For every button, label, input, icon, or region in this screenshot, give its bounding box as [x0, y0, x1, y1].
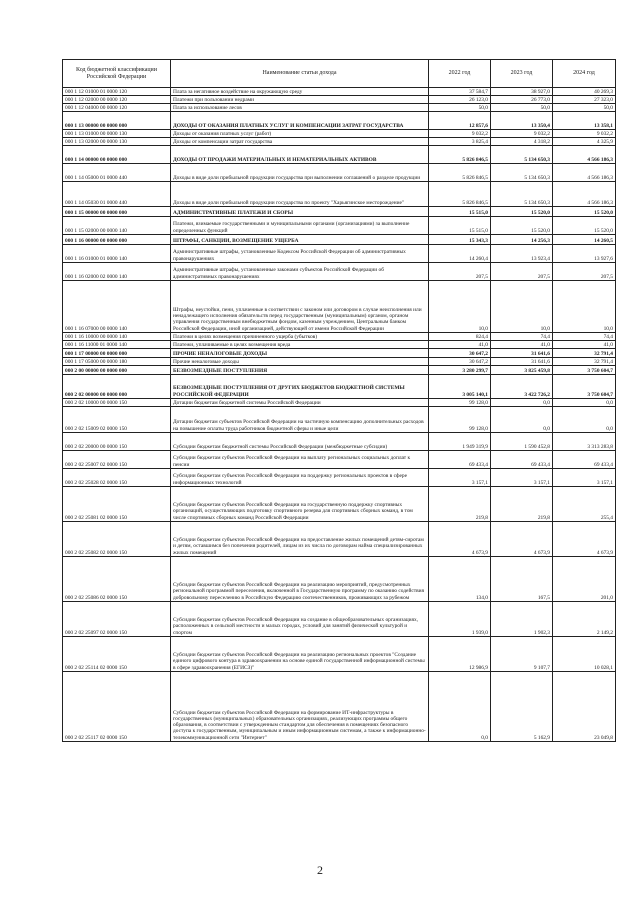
table-row — [63, 637, 616, 672]
name-cell: ПРОЧИЕ НЕНАЛОГОВЫЕ ДОХОДЫ — [171, 349, 429, 358]
table-row — [63, 341, 616, 349]
value-2024-cell: 15 520,0 — [553, 217, 616, 235]
value-2023-cell: 5 134 650,3 — [491, 146, 553, 164]
code-cell: 000 1 13 02000 00 0000 130 — [63, 138, 171, 146]
value-2023-cell: 31 641,6 — [491, 349, 553, 358]
table-row — [63, 333, 616, 341]
name-cell: ДОХОДЫ ОТ ОКАЗАНИЯ ПЛАТНЫХ УСЛУГ И КОМПЕНСАЦИИ ЗАТРАТ ГОСУДАРСТВА — [171, 112, 429, 130]
header-2023: 2023 год — [491, 60, 553, 88]
value-2024-cell: 69 433,4 — [553, 451, 616, 469]
code-cell: 000 1 12 04000 00 0000 120 — [63, 104, 171, 112]
value-2022-cell: 99 128,0 — [429, 399, 491, 407]
value-2024-cell: 10,0 — [553, 281, 616, 333]
table-row — [63, 358, 616, 366]
value-2024-cell: 13 927,6 — [553, 245, 616, 263]
table-row — [63, 407, 616, 433]
value-2024-cell: 3 157,1 — [553, 469, 616, 487]
value-2024-cell: 9 032,2 — [553, 130, 616, 138]
code-cell: 000 1 17 00000 00 0000 000 — [63, 349, 171, 358]
value-2022-cell: 3 005 140,1 — [429, 375, 491, 399]
name-cell: Субсидии бюджетам субъектов Российской Федерации на поддержку региональных проектов в сфере информационных технологий — [171, 469, 429, 487]
value-2022-cell: 0,0 — [429, 672, 491, 742]
code-cell: 000 1 12 02000 00 0000 120 — [63, 96, 171, 104]
table-row — [63, 399, 616, 407]
table-row — [63, 281, 616, 333]
table-row — [63, 375, 616, 399]
value-2024-cell: 2 149,2 — [553, 602, 616, 637]
name-cell: Дотации бюджетам бюджетной системы Российской Федерации — [171, 399, 429, 407]
value-2024-cell: 27 323,0 — [553, 96, 616, 104]
value-2024-cell: 50,0 — [553, 104, 616, 112]
table-row — [63, 217, 616, 235]
value-2022-cell: 26 123,0 — [429, 96, 491, 104]
table-row — [63, 207, 616, 217]
value-2023-cell: 50,0 — [491, 104, 553, 112]
name-cell: Административные штрафы, установленные законами субъектов Российской Федерации об административных правонарушениях — [171, 263, 429, 281]
value-2024-cell: 74,4 — [553, 333, 616, 341]
value-2023-cell: 15 520,0 — [491, 217, 553, 235]
code-cell: 000 2 02 10000 00 0000 150 — [63, 399, 171, 407]
value-2022-cell: 207,5 — [429, 263, 491, 281]
value-2023-cell: 5 162,9 — [491, 672, 553, 742]
table-header-row — [63, 60, 616, 88]
table-row — [63, 146, 616, 164]
value-2022-cell: 1 939,0 — [429, 602, 491, 637]
table-row — [63, 672, 616, 742]
value-2024-cell: 32 791,4 — [553, 349, 616, 358]
code-cell: 000 1 16 07000 00 0000 140 — [63, 281, 171, 333]
value-2022-cell: 4 673,9 — [429, 522, 491, 557]
value-2024-cell: 3 750 604,7 — [553, 375, 616, 399]
revenue-table — [62, 59, 616, 742]
value-2023-cell: 3 825 459,8 — [491, 366, 553, 375]
table-row — [63, 349, 616, 358]
table-row — [63, 245, 616, 263]
code-cell: 000 2 02 15009 02 0000 150 — [63, 407, 171, 433]
code-cell: 000 1 15 00000 00 0000 000 — [63, 207, 171, 217]
value-2022-cell: 14 260,4 — [429, 245, 491, 263]
code-cell: 000 2 02 25097 02 0000 150 — [63, 602, 171, 637]
code-cell: 000 2 02 25081 02 0000 150 — [63, 487, 171, 522]
code-cell: 000 2 02 00000 00 0000 000 — [63, 375, 171, 399]
value-2022-cell: 37 584,7 — [429, 88, 491, 96]
name-cell: Прочие неналоговые доходы — [171, 358, 429, 366]
value-2023-cell: 3 157,1 — [491, 469, 553, 487]
code-cell: 000 2 00 00000 00 0000 000 — [63, 366, 171, 375]
table-row — [63, 469, 616, 487]
value-2024-cell: 10 028,1 — [553, 637, 616, 672]
value-2022-cell: 12 986,9 — [429, 637, 491, 672]
table-row — [63, 263, 616, 281]
value-2023-cell: 10,0 — [491, 281, 553, 333]
code-cell: 000 1 13 00000 00 0000 000 — [63, 112, 171, 130]
name-cell: ШТРАФЫ, САНКЦИИ, ВОЗМЕЩЕНИЕ УЩЕРБА — [171, 235, 429, 245]
header-code: Код бюджетной классификации Российской Федерации — [63, 60, 171, 88]
code-cell: 000 1 15 02000 00 0000 140 — [63, 217, 171, 235]
value-2024-cell: 14 260,5 — [553, 235, 616, 245]
value-2022-cell: 50,0 — [429, 104, 491, 112]
value-2024-cell: 255,4 — [553, 487, 616, 522]
value-2024-cell: 4 673,9 — [553, 522, 616, 557]
value-2022-cell: 824,4 — [429, 333, 491, 341]
name-cell: Субсидии бюджетам субъектов Российской Федерации на формирование ИТ-инфраструктуры в государственных (муниципальных) образовательных организациях, реализующих программы общего образования, в соответствии с утвержденным стандартом для обеспечения в помещениях безопасного доступа к государственным, муниципальным и иным информационным системам, а также к информационно-телекоммуникационной сети "Интернет" — [171, 672, 429, 742]
table-row — [63, 602, 616, 637]
code-cell: 000 2 02 20000 00 0000 150 — [63, 433, 171, 451]
name-cell: ДОХОДЫ ОТ ПРОДАЖИ МАТЕРИАЛЬНЫХ И НЕМАТЕРИАЛЬНЫХ АКТИВОВ — [171, 146, 429, 164]
name-cell: Платежи, взимаемые государственными и муниципальными органами (организациями) за выполнение определенных функций — [171, 217, 429, 235]
value-2023-cell: 31 641,6 — [491, 358, 553, 366]
value-2022-cell: 12 857,6 — [429, 112, 491, 130]
name-cell: Административные штрафы, установленные Кодексом Российской Федерации об административных правонарушениях — [171, 245, 429, 263]
table-row — [63, 522, 616, 557]
table-row — [63, 130, 616, 138]
code-cell: 000 2 02 25086 02 0000 150 — [63, 557, 171, 602]
name-cell: Доходы в виде доли прибыльной продукции государства при выполнении соглашений о разделе продукции — [171, 164, 429, 182]
value-2024-cell: 3 750 604,7 — [553, 366, 616, 375]
value-2023-cell: 1 590 452,8 — [491, 433, 553, 451]
value-2023-cell: 4 673,9 — [491, 522, 553, 557]
value-2023-cell: 26 773,0 — [491, 96, 553, 104]
value-2024-cell: 4 566 186,3 — [553, 182, 616, 207]
value-2024-cell: 15 520,0 — [553, 207, 616, 217]
name-cell: Штрафы, неустойки, пени, уплаченные в соответствии с законом или договором в случае неисполнения или ненадлежащего исполнения обязательств перед государственным (муниципальным) органом, органом управления государственным внебюджетным фондом, казенным учреждением, Центральным банком Российской Федерации, иной организацией, действующей от имени Российской Федерации — [171, 281, 429, 333]
table-row — [63, 112, 616, 130]
name-cell: БЕЗВОЗМЕЗДНЫЕ ПОСТУПЛЕНИЯ ОТ ДРУГИХ БЮДЖЕТОВ БЮДЖЕТНОЙ СИСТЕМЫ РОССИЙСКОЙ ФЕДЕРАЦИИ — [171, 375, 429, 399]
code-cell: 000 1 16 02000 02 0000 140 — [63, 263, 171, 281]
name-cell: Субсидии бюджетам субъектов Российской Федерации на предоставление жилых помещений детям-сиротам и детям, оставшимся без попечения родителей, лицам из их числа по договорам найма специализированных жилых помещений — [171, 522, 429, 557]
value-2023-cell: 4 318,2 — [491, 138, 553, 146]
value-2024-cell: 0,0 — [553, 407, 616, 433]
value-2023-cell: 38 927,0 — [491, 88, 553, 96]
code-cell: 000 1 16 10000 00 0000 140 — [63, 333, 171, 341]
header-2022: 2022 год — [429, 60, 491, 88]
table-row — [63, 557, 616, 602]
table-body — [63, 88, 616, 742]
value-2024-cell: 3 313 283,8 — [553, 433, 616, 451]
name-cell: Платежи при пользовании недрами — [171, 96, 429, 104]
header-2024: 2024 год — [553, 60, 616, 88]
header-name: Наименование статьи дохода — [171, 60, 429, 88]
code-cell: 000 2 02 25117 02 0000 150 — [63, 672, 171, 742]
name-cell: Субсидии бюджетам субъектов Российской Федерации на создание в общеобразовательных организациях, расположенных в сельской местности и малых городах, условий для занятий физической культурой и спортом — [171, 602, 429, 637]
name-cell: Платежи в целях возмещения причиненного ущерба (убытков) — [171, 333, 429, 341]
value-2022-cell: 5 826 846,5 — [429, 164, 491, 182]
value-2022-cell: 15 515,0 — [429, 207, 491, 217]
name-cell: Плата за негативное воздействие на окружающую среду — [171, 88, 429, 96]
code-cell: 000 1 14 00000 00 0000 000 — [63, 146, 171, 164]
code-cell: 000 1 17 05000 00 0000 180 — [63, 358, 171, 366]
value-2023-cell: 13 350,4 — [491, 112, 553, 130]
value-2022-cell: 3 280 299,7 — [429, 366, 491, 375]
name-cell: Субсидии бюджетам субъектов Российской Федерации на реализацию региональных проектов "Создание единого цифрового контура в здравоохранении на основе единой государственной информационной системы в сфере здравоохранения (ЕГИСЗ)" — [171, 637, 429, 672]
code-cell: 000 2 02 25082 02 0000 150 — [63, 522, 171, 557]
name-cell: АДМИНИСТРАТИВНЫЕ ПЛАТЕЖИ И СБОРЫ — [171, 207, 429, 217]
value-2023-cell: 3 422 726,2 — [491, 375, 553, 399]
table-row — [63, 366, 616, 375]
value-2022-cell: 30 647,2 — [429, 349, 491, 358]
value-2022-cell: 10,0 — [429, 281, 491, 333]
table-row — [63, 96, 616, 104]
value-2023-cell: 5 134 650,3 — [491, 164, 553, 182]
value-2022-cell: 15 515,0 — [429, 217, 491, 235]
value-2024-cell: 40 269,3 — [553, 88, 616, 96]
name-cell: Дотации бюджетам субъектов Российской Федерации на частичную компенсацию дополнительных расходов на повышение оплаты труда работников бюджетной сферы и иные цели — [171, 407, 429, 433]
code-cell: 000 2 02 25114 02 0000 150 — [63, 637, 171, 672]
table-row — [63, 451, 616, 469]
name-cell: Доходы в виде доли прибыльной продукции государства по проекту "Харьягинское месторождение" — [171, 182, 429, 207]
value-2023-cell: 1 902,3 — [491, 602, 553, 637]
table-row — [63, 104, 616, 112]
code-cell: 000 1 14 05000 01 0000 440 — [63, 164, 171, 182]
table-row — [63, 433, 616, 451]
value-2024-cell: 0,0 — [553, 399, 616, 407]
value-2022-cell: 134,0 — [429, 557, 491, 602]
table-row — [63, 138, 616, 146]
name-cell: Субсидии бюджетам субъектов Российской Федерации на государственную поддержку спортивных организаций, осуществляющих подготовку спортивного резерва для спортивных сборных команд, в том числе спортивных сборных команд Российской Федерации — [171, 487, 429, 522]
value-2023-cell: 41,0 — [491, 341, 553, 349]
table-row — [63, 88, 616, 96]
name-cell: Платежи, уплачиваемые в целях возмещения вреда — [171, 341, 429, 349]
value-2022-cell: 1 949 319,9 — [429, 433, 491, 451]
value-2024-cell: 201,0 — [553, 557, 616, 602]
code-cell: 000 1 16 01000 01 0000 140 — [63, 245, 171, 263]
value-2022-cell: 69 433,4 — [429, 451, 491, 469]
name-cell: Субсидии бюджетам субъектов Российской Федерации на выплату региональных социальных доплат к пенсии — [171, 451, 429, 469]
value-2023-cell: 69 433,4 — [491, 451, 553, 469]
value-2024-cell: 13 358,1 — [553, 112, 616, 130]
value-2023-cell: 74,4 — [491, 333, 553, 341]
value-2024-cell: 23 049,8 — [553, 672, 616, 742]
value-2024-cell: 4 566 186,3 — [553, 164, 616, 182]
value-2022-cell: 219,8 — [429, 487, 491, 522]
value-2024-cell: 4 325,9 — [553, 138, 616, 146]
value-2024-cell: 41,0 — [553, 341, 616, 349]
value-2022-cell: 9 032,2 — [429, 130, 491, 138]
value-2022-cell: 30 647,2 — [429, 358, 491, 366]
value-2023-cell: 5 134 650,3 — [491, 182, 553, 207]
name-cell: Доходы от оказания платных услуг (работ) — [171, 130, 429, 138]
code-cell: 000 1 16 11000 01 0000 140 — [63, 341, 171, 349]
value-2022-cell: 41,0 — [429, 341, 491, 349]
table-row — [63, 487, 616, 522]
value-2022-cell: 99 128,0 — [429, 407, 491, 433]
code-cell: 000 2 02 25007 02 0000 150 — [63, 451, 171, 469]
name-cell: Субсидии бюджетам субъектов Российской Федерации на реализацию мероприятий, предусмотренных региональной программой переселения, включенной в Государственную программу по оказанию содействия добровольному переселению в Российскую Федерацию соотечественников, проживающих за рубежом — [171, 557, 429, 602]
code-cell: 000 2 02 25028 02 0000 150 — [63, 469, 171, 487]
value-2023-cell: 14 256,3 — [491, 235, 553, 245]
value-2023-cell: 0,0 — [491, 399, 553, 407]
value-2022-cell: 5 826 846,5 — [429, 146, 491, 164]
value-2022-cell: 3 157,1 — [429, 469, 491, 487]
name-cell: Субсидии бюджетам бюджетной системы Российской Федерации (межбюджетные субсидии) — [171, 433, 429, 451]
value-2022-cell: 15 343,3 — [429, 235, 491, 245]
code-cell: 000 1 16 00000 00 0000 000 — [63, 235, 171, 245]
page-number: 2 — [317, 863, 323, 877]
value-2024-cell: 32 791,4 — [553, 358, 616, 366]
value-2023-cell: 167,5 — [491, 557, 553, 602]
name-cell: Плата за использование лесов — [171, 104, 429, 112]
table-row — [63, 235, 616, 245]
value-2023-cell: 0,0 — [491, 407, 553, 433]
value-2023-cell: 9 032,2 — [491, 130, 553, 138]
value-2022-cell: 3 825,4 — [429, 138, 491, 146]
code-cell: 000 1 14 05030 01 0000 440 — [63, 182, 171, 207]
value-2023-cell: 9 107,7 — [491, 637, 553, 672]
value-2023-cell: 15 520,0 — [491, 207, 553, 217]
name-cell: Доходы от компенсации затрат государства — [171, 138, 429, 146]
value-2023-cell: 207,5 — [491, 263, 553, 281]
value-2024-cell: 207,5 — [553, 263, 616, 281]
table-row — [63, 164, 616, 182]
table-row — [63, 182, 616, 207]
value-2022-cell: 5 826 846,5 — [429, 182, 491, 207]
value-2023-cell: 219,8 — [491, 487, 553, 522]
name-cell: БЕЗВОЗМЕЗДНЫЕ ПОСТУПЛЕНИЯ — [171, 366, 429, 375]
value-2023-cell: 13 923,4 — [491, 245, 553, 263]
code-cell: 000 1 12 01000 01 0000 120 — [63, 88, 171, 96]
value-2024-cell: 4 566 186,3 — [553, 146, 616, 164]
code-cell: 000 1 13 01000 00 0000 130 — [63, 130, 171, 138]
